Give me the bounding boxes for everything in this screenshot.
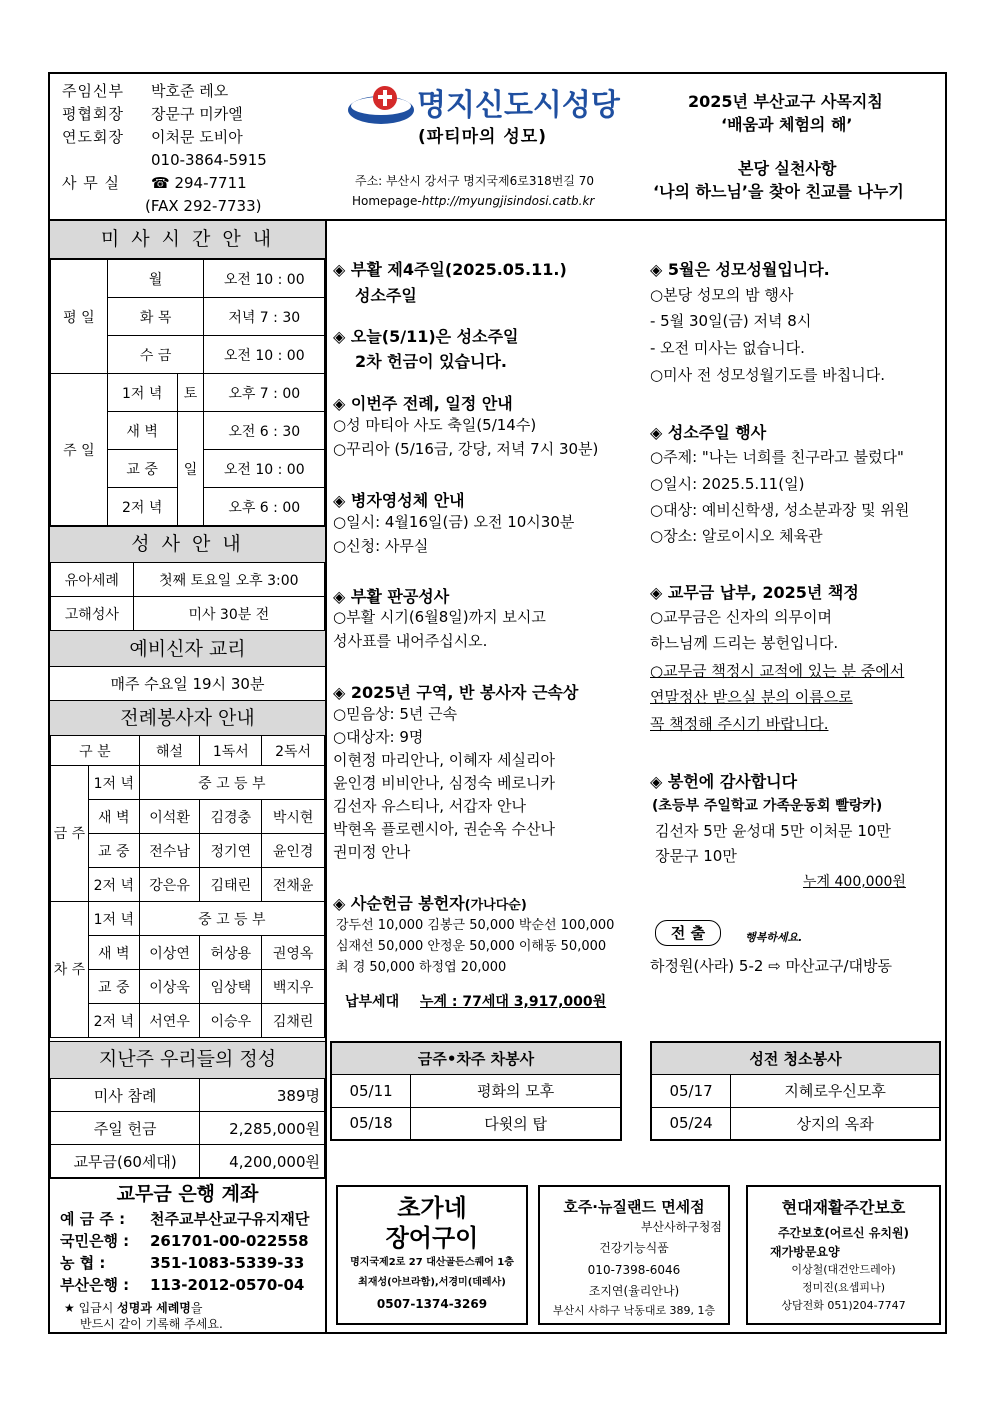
servers-title: 전례봉사자 안내 bbox=[120, 707, 255, 729]
server-name: 이석환 bbox=[139, 800, 200, 834]
weekday-label: 평 일 bbox=[51, 260, 108, 374]
bank-note2: 반드시 같이 기록해 주세요. bbox=[80, 1317, 223, 1331]
server-mass: 새 벽 bbox=[88, 936, 139, 970]
tithe-item: ○교무금은 신자의 의무이며 bbox=[650, 608, 833, 626]
donation-title: 봉헌에 감사합니다 bbox=[667, 772, 798, 791]
ad2-title: 호주·뉴질랜드 면세점 bbox=[563, 1198, 705, 1216]
news-schedule bbox=[333, 391, 513, 414]
staff-role: 연도회장 bbox=[62, 128, 124, 146]
tithe-notice: 꼭 책정해 주시기 바랍니다. bbox=[650, 715, 829, 733]
thanks-total-label: 납부세대 bbox=[345, 994, 400, 1010]
clean-duty-title: 성전 청소봉사 bbox=[651, 1042, 940, 1074]
bank-note-bold: 성명과 세례명 bbox=[117, 1301, 191, 1315]
thanks-title-suffix: (가나다순) bbox=[464, 898, 527, 913]
servers-table bbox=[50, 735, 325, 1038]
server-mass: 2저 녁 bbox=[88, 1004, 139, 1038]
server-mass: 2저 녁 bbox=[88, 868, 139, 902]
staff-name: 이처문 도비아 bbox=[151, 128, 243, 146]
sunday-label: 주 일 bbox=[51, 374, 108, 526]
may-title: 5월은 성모성월입니다. bbox=[667, 260, 830, 279]
news-longservice bbox=[333, 680, 578, 703]
duty-date: 05/18 bbox=[331, 1107, 411, 1140]
ad-eel-restaurant bbox=[336, 1185, 528, 1325]
offering-value: 4,200,000원 bbox=[200, 1145, 325, 1178]
longservice-item: 윤인경 비비안나, 심정숙 베로니카 bbox=[333, 774, 555, 792]
sunday-day-label: 일 bbox=[177, 412, 204, 526]
server-name: 김태린 bbox=[200, 868, 262, 902]
mass-day: 월 bbox=[107, 260, 204, 298]
office-fax: (FAX 292-7733) bbox=[145, 197, 262, 215]
duty-group: 다윗의 탑 bbox=[411, 1107, 621, 1140]
news-today bbox=[333, 324, 519, 347]
offering-name: 미사 참례 bbox=[51, 1079, 200, 1112]
offering-title: 지난주 우리들의 정성 bbox=[98, 1048, 277, 1070]
mass-name: 2저 녁 bbox=[107, 488, 177, 526]
longservice-title: 2025년 구역, 반 봉사자 근속상 bbox=[350, 683, 579, 702]
thanks-row: 최 경 50,000 하정엽 20,000 bbox=[336, 960, 507, 975]
ad-daycare bbox=[746, 1185, 941, 1325]
tithe-notice: 연말정산 받으실 분의 이름으로 bbox=[650, 688, 853, 706]
mass-time: 오전 6 : 30 bbox=[204, 412, 325, 450]
tithe-title: 교무금 납부, 2025년 책정 bbox=[667, 583, 859, 602]
duty-date: 05/24 bbox=[651, 1107, 731, 1140]
sacrament-table bbox=[50, 562, 325, 631]
ad2-l5: 부산시 사하구 낙동대로 389, 1층 bbox=[552, 1304, 716, 1317]
diamond-icon: ◈ bbox=[650, 423, 668, 442]
ad3-title: 현대재활주간보호 bbox=[781, 1198, 906, 1217]
mass-name: 1저 녁 bbox=[107, 374, 177, 412]
mass-name: 교 중 bbox=[107, 450, 177, 488]
donation-sub: (초등부 주일학교 가족운동회 빨랑카) bbox=[652, 798, 883, 814]
may-item: ○본당 성모의 밤 행사 bbox=[650, 286, 794, 304]
catechumen-title: 예비신자 교리 bbox=[129, 638, 246, 660]
ad2-l4: 조지연(율리안나) bbox=[588, 1284, 680, 1298]
staff-role: 주임신부 bbox=[62, 82, 124, 100]
homepage-link[interactable]: http://myungjisindosi.catb.kr bbox=[421, 194, 595, 208]
mass-time: 저녁 7 : 30 bbox=[204, 298, 325, 336]
offering-table bbox=[50, 1078, 325, 1178]
bank-name: 국민은행 : bbox=[60, 1232, 130, 1250]
server-mass: 교 중 bbox=[88, 834, 139, 868]
server-mass: 새 벽 bbox=[88, 800, 139, 834]
vocation-item: ○대상: 예비신학생, 성소분과장 및 위원 bbox=[650, 501, 910, 519]
ad3-l2: 재가방문요양 bbox=[770, 1245, 840, 1259]
diamond-icon: ◈ bbox=[650, 772, 668, 791]
diamond-icon: ◈ bbox=[333, 683, 351, 702]
mass-table bbox=[50, 259, 325, 526]
vocation-item: ○일시: 2025.5.11(일) bbox=[650, 475, 805, 493]
ad1-line4: 최재성(아브라함),서경미(데레사) bbox=[358, 1277, 506, 1288]
server-name: 김경충 bbox=[200, 800, 262, 834]
server-name: 백지우 bbox=[262, 970, 325, 1004]
donation-total: 누계 400,000원 bbox=[803, 874, 906, 890]
car-duty-title: 금주•차주 차봉사 bbox=[331, 1042, 621, 1074]
bank-note-prefix: ★ 입금시 bbox=[64, 1301, 118, 1315]
church-logo-icon bbox=[345, 84, 417, 128]
easter-subtitle: 성소주일 bbox=[355, 286, 417, 305]
server-name: 이상욱 bbox=[139, 970, 200, 1004]
sacrament-value: 첫째 토요일 오후 3:00 bbox=[133, 563, 324, 597]
server-name: 허상용 bbox=[200, 936, 262, 970]
diamond-icon: ◈ bbox=[333, 327, 351, 346]
donation-item: 장문구 10만 bbox=[655, 847, 737, 865]
offering-value: 389명 bbox=[200, 1079, 325, 1112]
server-name: 전수남 bbox=[139, 834, 200, 868]
server-mass: 1저 녁 bbox=[88, 766, 139, 800]
sick-title: 병자영성체 안내 bbox=[350, 491, 465, 510]
duty-group: 지혜로우신모후 bbox=[731, 1074, 940, 1107]
server-group: 중 고 등 부 bbox=[139, 766, 324, 800]
sacrament-value: 미사 30분 전 bbox=[133, 597, 324, 631]
servers-header: 1독서 bbox=[200, 736, 262, 766]
may-item: ○미사 전 성모성월기도를 바칩니다. bbox=[650, 366, 886, 384]
ad1-line3: 명지국제2로 27 대산골든스퀘어 1층 bbox=[350, 1257, 514, 1268]
today-title: 오늘(5/11)은 성소주일 bbox=[350, 327, 519, 346]
longservice-item: 박현옥 플로렌시아, 권순옥 수산나 bbox=[333, 820, 555, 838]
easter-title: 부활 제4주일(2025.05.11.) bbox=[350, 260, 567, 279]
catechumen-time: 매주 수요일 19시 30분 bbox=[110, 675, 265, 693]
church-address: 주소: 부산시 강서구 명지국제6로318번길 70 bbox=[355, 174, 594, 188]
longservice-item: ○대상자: 9명 bbox=[333, 728, 424, 746]
diamond-icon: ◈ bbox=[650, 583, 668, 602]
ad2-l3: 010-7398-6046 bbox=[587, 1263, 681, 1277]
ad1-line1: 초가네 bbox=[397, 1194, 467, 1222]
thanks-row: 강두선 10,000 김봉근 50,000 박순선 100,000 bbox=[336, 918, 615, 933]
pastoral-title: 2025년 부산교구 사목지침 bbox=[688, 92, 883, 111]
ad3-l3: 이상철(대건안드레아) bbox=[791, 1263, 896, 1276]
this-week-label: 금 주 bbox=[51, 766, 89, 902]
schedule-item: ○성 마티아 사도 축일(5/14수) bbox=[333, 416, 537, 434]
mass-day: 화 목 bbox=[107, 298, 204, 336]
bank-account: 261701-00-022558 bbox=[150, 1232, 309, 1250]
ad3-l1: 주간보호(어르신 유치원) bbox=[777, 1226, 910, 1240]
church-name: 명지신도시성당 bbox=[417, 88, 620, 123]
bank-account: 천주교부산교구유지재단 bbox=[150, 1210, 310, 1228]
thanks-total: 누계 : 77세대 3,917,000원 bbox=[420, 994, 607, 1010]
schedule-item: ○꾸리아 (5/16금, 강당, 저녁 7시 30분) bbox=[333, 440, 599, 458]
practice-text: ‘나의 하느님’을 찾아 친교를 나누기 bbox=[653, 182, 904, 201]
mass-name: 새 벽 bbox=[107, 412, 177, 450]
server-name: 이승우 bbox=[200, 1004, 262, 1038]
staff-name: 장문구 미카엘 bbox=[151, 105, 243, 123]
staff-role: 평협회장 bbox=[62, 105, 124, 123]
ad1-line2: 장어구이 bbox=[385, 1224, 479, 1252]
server-name: 박시현 bbox=[262, 800, 325, 834]
mass-day: 수 금 bbox=[107, 336, 204, 374]
bank-title: 교무금 은행 계좌 bbox=[116, 1183, 259, 1205]
mass-time: 오전 10 : 00 bbox=[204, 260, 325, 298]
thanks-row: 심재선 50,000 안정운 50,000 이해동 50,000 bbox=[336, 939, 607, 954]
server-name: 정기연 bbox=[200, 834, 262, 868]
may-item: - 5월 30일(금) 저녁 8시 bbox=[650, 312, 812, 330]
staff-phone: 010-3864-5915 bbox=[151, 151, 267, 169]
sacrament-title: 성 사 안 내 bbox=[131, 533, 244, 555]
diamond-icon: ◈ bbox=[650, 260, 668, 279]
news-easter bbox=[333, 257, 567, 280]
moveout-text: 하정원(사라) 5-2 ⇨ 마산교구/대방동 bbox=[650, 957, 893, 975]
vocation-title: 성소주일 행사 bbox=[667, 423, 767, 442]
office-phone: ☎ 294-7711 bbox=[151, 174, 247, 192]
news-thanks bbox=[333, 891, 527, 914]
tithe-notice: ○교무금 책정시 교적에 있는 분 중에서 bbox=[650, 662, 905, 680]
server-name: 전채윤 bbox=[262, 868, 325, 902]
duty-group: 평화의 모후 bbox=[411, 1074, 621, 1107]
longservice-item: 권미정 안나 bbox=[333, 843, 411, 861]
bank-name: 농 협 : bbox=[60, 1254, 106, 1272]
server-name: 김채린 bbox=[262, 1004, 325, 1038]
news-sick bbox=[333, 488, 465, 511]
vocation-item: ○장소: 알로이시오 체육관 bbox=[650, 527, 823, 545]
diamond-icon: ◈ bbox=[333, 394, 351, 413]
sacrament-name: 고해성사 bbox=[51, 597, 134, 631]
bank-note-suffix: 을 bbox=[190, 1301, 203, 1315]
server-group: 중 고 등 부 bbox=[139, 902, 324, 936]
schedule-title: 이번주 전례, 일정 안내 bbox=[350, 394, 513, 413]
ad3-l5: 상담전화 051)204-7747 bbox=[781, 1299, 906, 1312]
server-mass: 교 중 bbox=[88, 970, 139, 1004]
divider bbox=[50, 1177, 325, 1179]
ad-duty-free bbox=[538, 1185, 730, 1325]
news-may bbox=[650, 257, 830, 280]
tithe-item: 하느님께 드리는 봉헌입니다. bbox=[650, 634, 839, 652]
today-subtitle: 2차 헌금이 있습니다. bbox=[355, 352, 507, 371]
longservice-item: 이현정 마리안나, 이혜자 세실리아 bbox=[333, 751, 555, 769]
judgment-item: 성사표를 내어주십시오. bbox=[333, 632, 488, 650]
diamond-icon: ◈ bbox=[333, 491, 351, 510]
offering-name: 교무금(60세대) bbox=[51, 1145, 200, 1178]
mass-title: 미 사 시 간 안 내 bbox=[100, 228, 275, 250]
mass-time: 오전 10 : 00 bbox=[204, 336, 325, 374]
servers-header: 2독서 bbox=[262, 736, 325, 766]
sacrament-name: 유아세례 bbox=[51, 563, 134, 597]
judgment-title: 부활 판공성사 bbox=[350, 587, 450, 606]
server-name: 임상택 bbox=[200, 970, 262, 1004]
car-duty-table bbox=[330, 1041, 622, 1141]
staff-role: 사 무 실 bbox=[62, 174, 121, 192]
offering-value: 2,285,000원 bbox=[200, 1112, 325, 1145]
next-week-label: 차 주 bbox=[51, 902, 89, 1038]
news-vocation bbox=[650, 420, 766, 443]
mass-time: 오전 10 : 00 bbox=[204, 450, 325, 488]
offering-name: 주일 헌금 bbox=[51, 1112, 200, 1145]
server-mass: 1저 녁 bbox=[88, 902, 139, 936]
homepage bbox=[352, 192, 594, 210]
sick-item: ○신청: 사무실 bbox=[333, 537, 429, 555]
clean-duty-table bbox=[650, 1041, 941, 1141]
server-name: 이상연 bbox=[139, 936, 200, 970]
servers-header: 해설 bbox=[139, 736, 200, 766]
vocation-item: ○주제: "나는 너희를 친구라고 불렀다" bbox=[650, 448, 904, 466]
duty-group: 상지의 옥좌 bbox=[731, 1107, 940, 1140]
ad3-l4: 정미진(요셉피나) bbox=[802, 1281, 885, 1294]
bank-name: 부산은행 : bbox=[60, 1276, 130, 1294]
server-name: 강은유 bbox=[139, 868, 200, 902]
thanks-title: 사순헌금 봉헌자 bbox=[350, 894, 465, 913]
news-judgment bbox=[333, 584, 449, 607]
longservice-item: 김선자 유스티나, 서갑자 안나 bbox=[333, 797, 526, 815]
server-name: 윤인경 bbox=[262, 834, 325, 868]
saturday-label: 토 bbox=[177, 374, 204, 412]
moveout-badge: 전 출 bbox=[655, 920, 721, 946]
mass-time: 오후 7 : 00 bbox=[204, 374, 325, 412]
news-tithe bbox=[650, 580, 859, 603]
sick-item: ○일시: 4월16일(금) 오전 10시30분 bbox=[333, 513, 575, 531]
mass-time: 오후 6 : 00 bbox=[204, 488, 325, 526]
staff-name: 박호준 레오 bbox=[151, 82, 229, 100]
church-patron: (파티마의 성모) bbox=[418, 127, 547, 147]
ad2-l2: 건강기능식품 bbox=[599, 1241, 669, 1255]
may-item: - 오전 미사는 없습니다. bbox=[650, 339, 805, 357]
longservice-item: ○믿음상: 5년 근속 bbox=[333, 705, 458, 723]
bank-account: 351-1083-5339-33 bbox=[150, 1254, 305, 1272]
diamond-icon: ◈ bbox=[333, 587, 351, 606]
news-donation bbox=[650, 769, 797, 792]
duty-date: 05/17 bbox=[651, 1074, 731, 1107]
homepage-label: Homepage- bbox=[352, 194, 422, 208]
ad1-line5: 0507-1374-3269 bbox=[376, 1297, 488, 1311]
servers-header: 구 분 bbox=[51, 736, 140, 766]
practice-title: 본당 실천사항 bbox=[738, 159, 837, 178]
duty-date: 05/11 bbox=[331, 1074, 411, 1107]
ad2-l1: 부산사하구청점 bbox=[640, 1220, 722, 1234]
bank-name: 예 금 주 : bbox=[60, 1210, 126, 1228]
server-name: 서연우 bbox=[139, 1004, 200, 1038]
server-name: 권영옥 bbox=[262, 936, 325, 970]
moveout-note: 행복하세요. bbox=[745, 931, 803, 944]
diamond-icon: ◈ bbox=[333, 894, 351, 913]
bank-account: 113-2012-0570-04 bbox=[150, 1276, 305, 1294]
donation-item: 김선자 5만 윤성대 5만 이처문 10만 bbox=[655, 822, 891, 840]
pastoral-theme: ‘배움과 체험의 해’ bbox=[721, 115, 853, 134]
diamond-icon: ◈ bbox=[333, 260, 351, 279]
column-divider bbox=[325, 219, 327, 1334]
judgment-item: ○부활 시기(6월8일)까지 보시고 bbox=[333, 608, 546, 626]
